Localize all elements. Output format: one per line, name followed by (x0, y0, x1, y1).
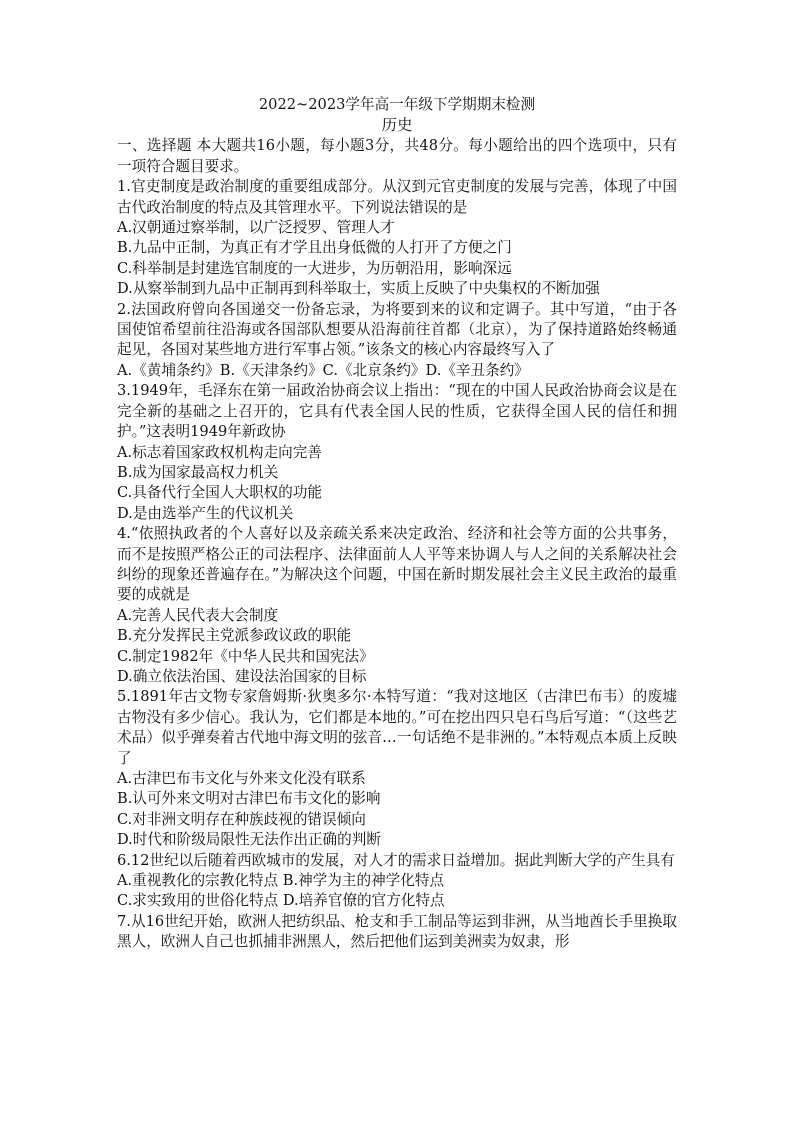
option: A.重视教化的宗教化特点 B.神学为主的神学化特点 (117, 872, 445, 890)
question-2 (117, 300, 677, 382)
question-stem: 1.官吏制度是政治制度的重要组成部分。从汉到元官吏制度的发展与完善，体现了中国古代政治制度的特点及其管理水平。下列说法错误的是 (117, 178, 677, 216)
question-7 (117, 912, 677, 953)
question-5 (117, 687, 677, 850)
option: C.制定1982年《中华人民共和国宪法》 (117, 647, 374, 665)
question-4 (117, 524, 677, 687)
option: D.时代和阶级局限性无法作出正确的判断 (117, 831, 381, 849)
option: A.汉朝通过察举制，以广泛授罗、管理人才 (117, 219, 395, 237)
exam-title: 2022~2023学年高一年级下学期期末检测 (258, 96, 536, 113)
option: C.对非洲文明存在种族歧视的错误倾向 (117, 810, 366, 828)
question-3 (117, 381, 677, 524)
exam-content (117, 95, 677, 953)
question-stem: 3.1949年，毛泽东在第一届政治协商会议上指出：“现在的中国人民政治协商会议是在完全新的基础之上召开的，它具有代表全国人民的性质，它获得全国人民的信任和拥护。”这表明1949年新政协 (117, 382, 677, 441)
question-6 (117, 851, 677, 912)
question-stem: 6.12世纪以后随着西欧城市的发展，对人才的需求日益增加。据此判断大学的产生具有 (117, 851, 675, 869)
option: D.从察举制到九品中正制再到科举取士，实质上反映了中央集权的不断加强 (117, 280, 600, 298)
option: B.成为国家最高权力机关 (117, 463, 279, 481)
option: B.九品中正制，为真正有才学且出身低微的人打开了方便之门 (117, 239, 512, 257)
option: C.科举制是封建选官制度的一大进步，为历朝沿用，影响深远 (117, 259, 512, 277)
option: A.标志着国家政权机构走向完善 (117, 443, 322, 461)
option: B.认可外来文明对古津巴布韦文化的影响 (117, 790, 381, 808)
question-stem: 4.“依照执政者的个人喜好以及亲疏关系来决定政治、经济和社会等方面的公共事务，而不是按照严格公正的司法程序、法律面前人人平等来协调人与人之间的关系解决社会纠纷的现象还普遍存在。”为解决这个问题，中国在新时期发展社会主义民主政治的最重要的成就是 (117, 525, 677, 604)
question-stem: 5.1891年古文物专家詹姆斯·狄奥多尔·本特写道：“我对这地区（古津巴布韦）的废墟古物没有多少信心。我认为，它们都是本地的。”可在挖出四只皂石鸟后写道：“（这些艺术品）似乎弹奏着古代地中海文明的弦音…一句话绝不是非洲的。”本特观点本质上反映了 (117, 688, 677, 767)
exam-subject: 历史 (381, 116, 413, 135)
option: B.充分发挥民主党派参政议政的职能 (117, 627, 352, 645)
option: A.《黄埔条约》B.《天津条约》C.《北京条约》D.《辛丑条约》 (117, 361, 529, 379)
question-1 (117, 177, 677, 299)
option: C.具备代行全国人大职权的功能 (117, 484, 323, 502)
question-stem: 7.从16世纪开始，欧洲人把纺织品、枪支和手工制品等运到非洲，从当地酋长手里换取黑人，欧洲人自己也抓捕非洲黑人，然后把他们运到美洲卖为奴隶，形 (117, 912, 677, 951)
question-stem: 2.法国政府曾向各国递交一份备忘录，为将要到来的议和定调子。其中写道，“由于各国使馆希望前往沿海或各国部队想要从沿海前往首都（北京），为了保持道路始终畅通起见，各国对某些地方进行军事占领。”该条文的核心内容最终写入了 (117, 300, 677, 359)
option: D.是由选举产生的代议机关 (117, 504, 294, 522)
option: A.古津巴布韦文化与外来文化没有联系 (117, 770, 366, 787)
option: C.求实致用的世俗化特点 D.培养官僚的官方化特点 (117, 892, 445, 910)
option: A.完善人民代表大会制度 (117, 606, 279, 624)
section-heading: 一、选择题 本大题共16小题，每小题3分，共48分。每小题给出的四个选项中，只有一项符合题目要求。 (117, 137, 677, 175)
option: D.确立依法治国、建设法治国家的目标 (117, 667, 367, 685)
